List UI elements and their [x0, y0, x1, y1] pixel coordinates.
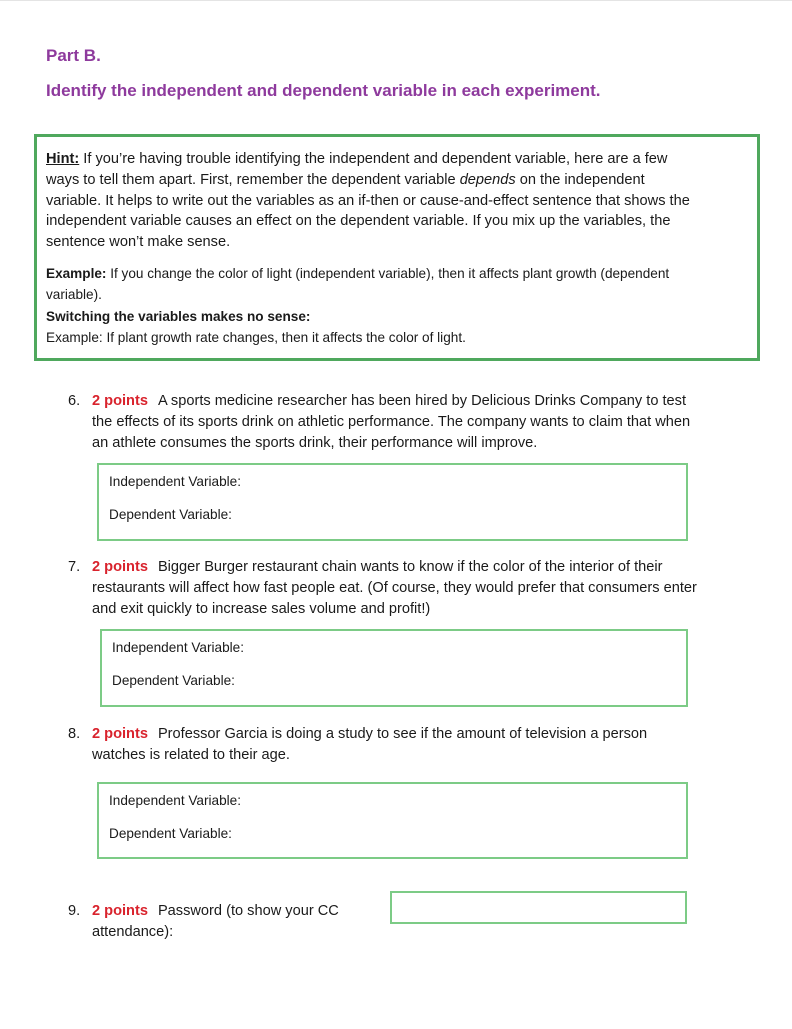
- question-text: Password (to show your CC: [157, 903, 339, 919]
- hint-text-6: sentence won’t make sense.: [46, 234, 231, 251]
- hint-text-2: ways to tell them apart. First, remember the dependent variable: [46, 171, 460, 188]
- question-number: 8.: [68, 726, 81, 742]
- instructions-heading: Identify the independent and dependent variable in each experiment.: [46, 81, 601, 100]
- question-text: watches is related to their age.: [92, 746, 290, 763]
- answer-box-7[interactable]: [100, 629, 688, 707]
- question-9: [68, 901, 388, 943]
- question-text: and exit quickly to increase sales volume and profit!): [92, 600, 431, 617]
- question-text: Professor Garcia is doing a study to see if the amount of television a person: [157, 726, 648, 742]
- hint-text-3: on the independent: [515, 171, 645, 188]
- points-badge: 2 points: [92, 726, 148, 742]
- hint-text-5: independent variable causes an effect on the dependent variable. If you mix up the variables, the: [46, 213, 671, 230]
- answer-box-6[interactable]: [97, 463, 688, 541]
- dependent-variable-field[interactable]: Dependent Variable:: [109, 507, 232, 522]
- question-text: the effects of its sports drink on athletic performance. The company wants to claim that when: [92, 413, 691, 430]
- question-text: restaurants will affect how fast people eat. (Of course, they would prefer that consumers enter: [92, 579, 697, 596]
- question-number: 6.: [68, 393, 81, 409]
- page-top-border: [0, 0, 792, 3]
- hint-text-1: If you’re having trouble identifying the independent and dependent variable, here are a few: [79, 151, 668, 167]
- independent-variable-field[interactable]: Independent Variable:: [109, 793, 242, 808]
- question-8: [68, 724, 748, 766]
- hint-label: Hint:: [46, 151, 80, 167]
- example-text-2: variable).: [46, 286, 102, 302]
- independent-variable-field[interactable]: Independent Variable:: [109, 474, 242, 489]
- answer-box-8[interactable]: [97, 782, 688, 859]
- hint-paragraph: [46, 149, 747, 253]
- hint-example: [46, 263, 747, 305]
- hint-box: [34, 134, 760, 361]
- points-badge: 2 points: [92, 903, 148, 919]
- switch-heading: Switching the variables makes no sense:: [46, 308, 311, 324]
- question-text: A sports medicine researcher has been hired by Delicious Drinks Company to test: [157, 393, 687, 409]
- hint-emphasis: depends: [459, 171, 516, 188]
- switch-example: Example: If plant growth rate changes, then it affects the color of light.: [46, 329, 466, 345]
- points-badge: 2 points: [92, 393, 148, 409]
- part-title: Part B.: [46, 46, 101, 65]
- question-6: [68, 391, 748, 453]
- question-text: an athlete consumes the sports drink, their performance will improve.: [92, 434, 538, 451]
- independent-variable-field[interactable]: Independent Variable:: [112, 640, 245, 655]
- question-text: attendance):: [92, 923, 174, 940]
- question-number: 9.: [68, 903, 81, 919]
- dependent-variable-field[interactable]: Dependent Variable:: [109, 826, 232, 841]
- example-label: Example:: [46, 265, 107, 281]
- question-number: 7.: [68, 559, 81, 575]
- question-7: [68, 557, 748, 619]
- example-text-1: If you change the color of light (independent variable), then it affects plant growth (dependent: [106, 265, 670, 281]
- password-input[interactable]: [390, 891, 687, 924]
- dependent-variable-field[interactable]: Dependent Variable:: [112, 673, 235, 688]
- question-text: Bigger Burger restaurant chain wants to know if the color of the interior of their: [157, 559, 663, 575]
- points-badge: 2 points: [92, 559, 148, 575]
- hint-text-4: variable. It helps to write out the variables as an if-then or cause-and-effect sentence that shows the: [46, 192, 690, 209]
